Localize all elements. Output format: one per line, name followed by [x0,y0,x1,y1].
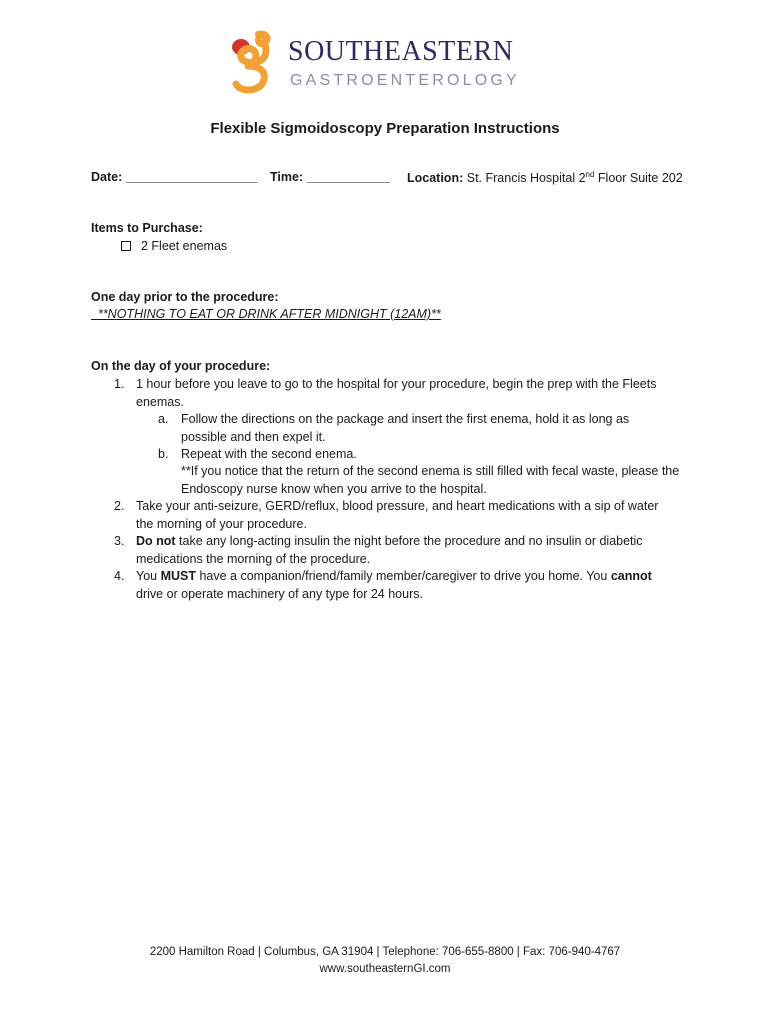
sublist-note: **If you notice that the return of the second enema is still filled with fecal waste, please the Endoscopy nurse know when you arrive to the hospital. [181,464,680,496]
day-of-heading: On the day of your procedure: [91,359,271,373]
appointment-info-row [91,170,258,184]
logo-subtitle: GASTROENTEROLOGY [290,72,520,89]
checkbox-icon [121,241,131,251]
list-number: 3. [114,534,125,548]
list-number: 1. [114,377,125,391]
date-blank: ___________________ [125,170,258,184]
sublist-item: Repeat with the second enema. [181,447,357,461]
footer-address: 2200 Hamilton Road | Columbus, GA 31904 | Telephone: 706-655-8800 | Fax: 706-940-4767 [149,946,621,958]
purchase-heading: Items to Purchase: [91,221,203,235]
prior-notice [91,306,441,324]
logo-name: SOUTHEASTERN [288,36,514,67]
list-item: 1 hour before you leave to go to the hospital for your procedure, begin the prep with the Fleets enemas. [136,377,657,409]
time-group [270,170,390,184]
purchase-item-text: 2 Fleet enemas [141,239,228,253]
date-label: Date: [91,170,123,184]
list-item: Take your anti-seizure, GERD/reflux, blood pressure, and heart medications with a sip of water the morning of your procedure. [136,499,659,531]
logo-g-mark-icon [228,30,278,96]
page-title: Flexible Sigmoidoscopy Preparation Instructions [210,120,560,137]
sublist-letter: b. [158,447,169,461]
prior-heading: One day prior to the procedure: [91,290,279,304]
location-label: Location: [407,171,464,186]
list-number: 2. [114,499,125,513]
footer-website[interactable]: www.southeasternGI.com [319,963,451,975]
prior-notice-text: **NOTHING TO EAT OR DRINK AFTER MIDNIGHT (12AM)** [97,307,441,321]
sublist-letter: a. [158,412,169,426]
practice-logo [228,30,548,96]
list-number: 4. [114,569,125,583]
list-item: Do not take any long-acting insulin the night before the procedure and no insulin or diabetic medications the morning of the procedure. [136,534,643,566]
time-blank: ____________ [306,170,391,184]
time-label: Time: [270,170,304,184]
list-item: You MUST have a companion/friend/family member/caregiver to drive you home. You cannot drive or operate machinery of any type for 24 hours. [136,569,652,601]
location-value: St. Francis Hospital 2nd Floor Suite 202 [466,170,683,186]
sublist-item: Follow the directions on the package and insert the first enema, hold it as long as possible and then expel it. [181,412,630,444]
purchase-item [121,238,227,256]
location-group [407,170,683,185]
